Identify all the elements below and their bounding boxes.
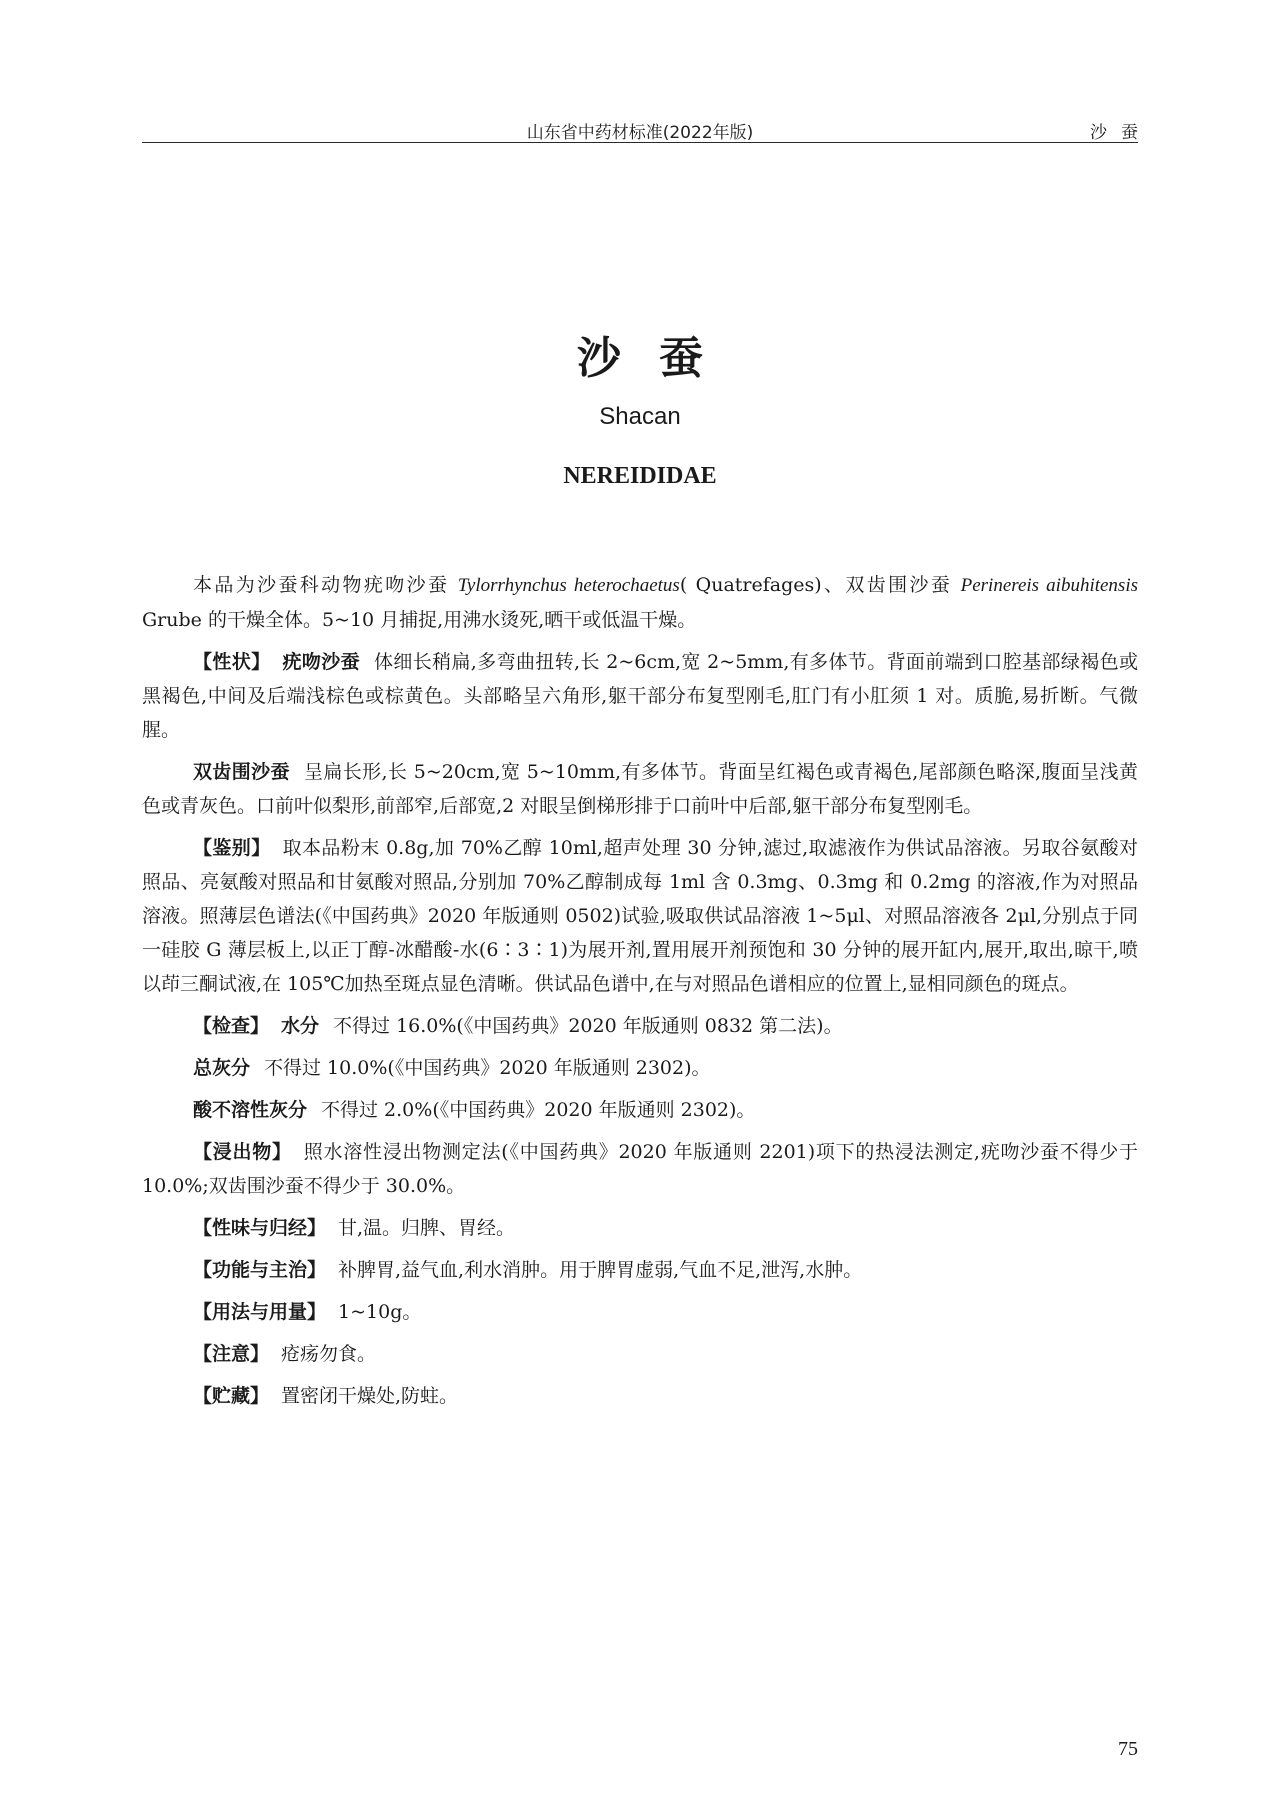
water-name: 水分 — [281, 1015, 320, 1037]
acid-ash-name: 酸不溶性灰分 — [193, 1099, 308, 1121]
description-item2-paragraph — [142, 755, 1138, 823]
title-pinyin: Shacan — [599, 403, 681, 430]
header-section-name: 沙蚕 — [1090, 123, 1152, 143]
title-family: NEREIDIDAE — [563, 463, 717, 489]
source-text-a: 本品为沙蚕科动物疣吻沙蚕 — [193, 574, 458, 596]
inspection-acid-ash — [142, 1093, 1138, 1127]
description-label: 【性状】 — [193, 651, 271, 673]
inspection-label: 【检查】 — [193, 1015, 270, 1037]
latin-name-b: Perinereis aibuhitensis — [960, 575, 1138, 596]
identification-label: 【鉴别】 — [193, 837, 271, 859]
identification-text: 取本品粉末 0.8g,加 70%乙醇 10ml,超声处理 30 分钟,滤过,取滤液作为供试品溶液。另取谷氨酸对照品、亮氨酸对照品和甘氨酸对照品,分别加 70%乙醇制成每 1ml 含 0.3mg、0.3mg 和 0.2mg 的溶液,作为对照品溶液。照薄层色谱法(《中国药典》2020 年版通则 0502)试验,吸取供试品溶液 1~5μl、对照品溶液各 2μl,分别点于同一硅胶 G 薄层板上,以正丁醇-冰醋酸-水(6∶3∶1)为展开剂,置用展开剂预饱和 30 分钟的展开缸内,展开,取出,晾干,喷以茚三酮试液,在 105℃加热至斑点显色清晰。供试品色谱中,在与对照品色谱相应的位置上,显相同颜色的斑点。 — [142, 837, 1138, 995]
storage-label: 【贮藏】 — [193, 1385, 270, 1407]
function-paragraph — [142, 1253, 1138, 1287]
page-number: 75 — [1118, 1738, 1138, 1760]
extract-label: 【浸出物】 — [193, 1141, 292, 1163]
description-item1-name: 疣吻沙蚕 — [282, 651, 360, 673]
nature-text: 甘,温。归脾、胃经。 — [338, 1217, 516, 1239]
description-item1-text: 体细长稍扁,多弯曲扭转,长 2~6cm,宽 2~5mm,有多体节。背面前端到口腔基部绿褐色或黑褐色,中间及后端浅棕色或棕黄色。头部略呈六角形,躯干部分布复型刚毛,肛门有小肛须 1 对。质脆,易折断。气微腥。 — [142, 651, 1138, 741]
description-item2-name: 双齿围沙蚕 — [193, 761, 290, 783]
caution-paragraph — [142, 1337, 1138, 1371]
identification-paragraph — [142, 831, 1138, 1001]
usage-paragraph — [142, 1295, 1138, 1329]
inspection-water — [142, 1009, 1138, 1043]
source-paragraph — [142, 568, 1138, 637]
nature-label: 【性味与归经】 — [193, 1217, 327, 1239]
usage-text: 1~10g。 — [338, 1301, 422, 1323]
storage-paragraph — [142, 1379, 1138, 1413]
source-text-c: Grube 的干燥全体。5~10 月捕捉,用沸水烫死,晒干或低温干燥。 — [142, 609, 697, 631]
description-paragraph — [142, 645, 1138, 747]
storage-text: 置密闭干燥处,防蛀。 — [281, 1385, 459, 1407]
description-item2-text: 呈扁长形,长 5~20cm,宽 5~10mm,有多体节。背面呈红褐色或青褐色,尾部颜色略深,腹面呈浅黄色或青灰色。口前叶似梨形,前部窄,后部宽,2 对眼呈倒梯形排于口前叶中后部,躯干部分布复型刚毛。 — [142, 761, 1138, 817]
inspection-ash — [142, 1051, 1138, 1085]
acid-ash-text: 不得过 2.0%(《中国药典》2020 年版通则 2302)。 — [321, 1099, 756, 1121]
usage-label: 【用法与用量】 — [193, 1301, 327, 1323]
latin-name-a: Tylorrhynchus heterochaetus — [457, 575, 680, 596]
function-label: 【功能与主治】 — [193, 1259, 327, 1281]
caution-label: 【注意】 — [193, 1343, 270, 1365]
running-header — [142, 112, 1152, 143]
monograph-body — [142, 568, 1138, 1421]
nature-paragraph — [142, 1211, 1138, 1245]
header-book-title: 山东省中药材标准(2022年版) — [526, 123, 754, 143]
water-text: 不得过 16.0%(《中国药典》2020 年版通则 0832 第二法)。 — [333, 1015, 843, 1037]
caution-text: 疮疡勿食。 — [281, 1343, 377, 1365]
ash-name: 总灰分 — [193, 1057, 251, 1079]
page-title: 沙蚕 — [577, 333, 741, 384]
source-text-b: ( Quatrefages)、双齿围沙蚕 — [679, 574, 961, 596]
function-text: 补脾胃,益气血,利水消肿。用于脾胃虚弱,气血不足,泄泻,水肿。 — [338, 1259, 863, 1281]
ash-text: 不得过 10.0%(《中国药典》2020 年版通则 2302)。 — [264, 1057, 711, 1079]
extract-paragraph — [142, 1135, 1138, 1203]
extract-text: 照水溶性浸出物测定法(《中国药典》2020 年版通则 2201)项下的热浸法测定,疣吻沙蚕不得少于 10.0%;双齿围沙蚕不得少于 30.0%。 — [142, 1141, 1138, 1197]
